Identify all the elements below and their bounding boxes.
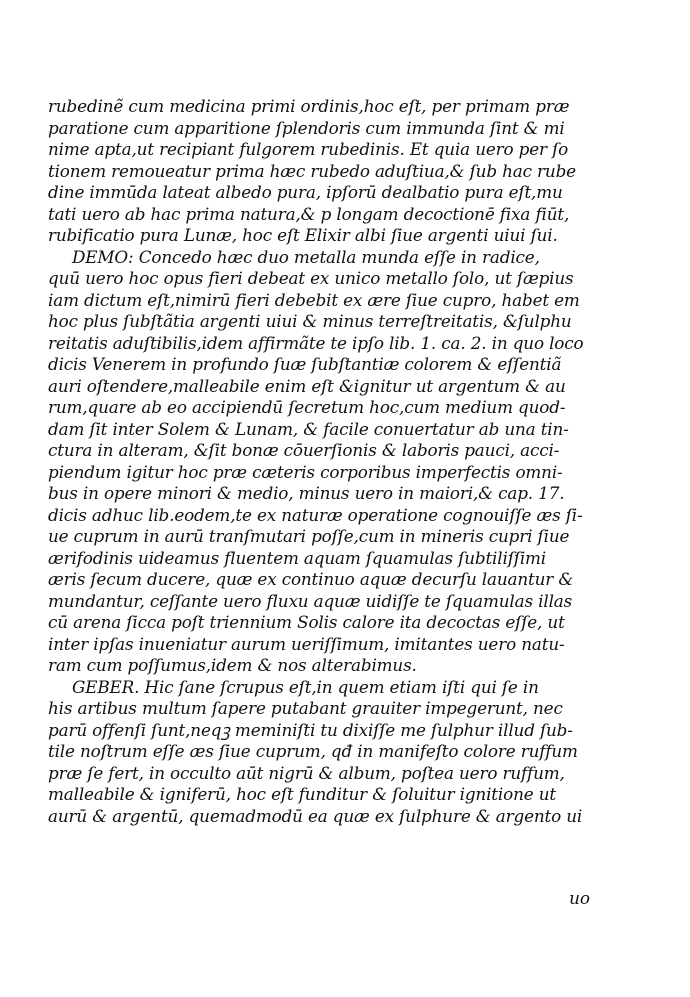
text-line: dicis Venerem in profundo ſuæ ſubſtantiæ colorem & eſſentiã — [48, 354, 562, 374]
text-line: nime apta,ut recipiant fulgorem rubedinis. Et quia uero per ſo — [48, 139, 569, 159]
text-line: parū offenſi ſunt,neqꝫ meminiſti tu dixiſſe me ſulphur illud ſub- — [48, 719, 573, 740]
body-text — [48, 96, 594, 827]
text-line: dam ſit inter Solem & Lunam, & facile conuertatur ab una tin- — [48, 418, 569, 439]
paragraph-demo-start: DEMO: Concedo hæc duo metalla munda eſſe in radice, — [72, 246, 540, 267]
text-line: cū arena ſicca poſt triennium Solis calore ita decoctas eſſe, ut — [48, 612, 565, 632]
text-line: his artibus multum ſapere putabant grauiter impegerunt, nec — [48, 698, 563, 718]
text-line: rubedinẽ cum medicina primi ordinis,hoc eſt, per primam præ — [48, 96, 570, 116]
text-line: rubificatio pura Lunæ, hoc eſt Elixir albi ſiue argenti uiui ſui. — [48, 225, 558, 245]
text-line: ue cuprum in aurū tranſmutari poſſe,cum in mineris cupri ſiue — [48, 526, 570, 546]
text-line: aurū & argentū, quemadmodū ea quæ ex ſulphure & argento ui — [48, 805, 583, 826]
text-line: inter ipſas inueniatur aurum ueriſſimum, imitantes uero natu- — [48, 633, 565, 654]
text-line: tati uero ab hac prima natura,& p longam decoctionē fixa fiūt, — [48, 203, 570, 224]
text-line: æris ſecum ducere, quæ ex continuo aquæ decurſu lauantur & — [48, 569, 574, 589]
paragraph-geber-start: GEBER. Hic ſane ſcrupus eſt,in quem etiam iſti qui ſe in — [72, 676, 539, 697]
text-line: præ ſe fert, in occulto aūt nigrū & album, poſtea uero ruffum, — [48, 762, 565, 783]
catchword: uo — [569, 888, 590, 908]
text-line: bus in opere minori & medio, minus uero in maiori,& cap. 17. — [48, 483, 565, 503]
text-line: tile noſtrum eſſe æs ſiue cuprum, qđ in manifeſto colore ruffum — [48, 741, 578, 761]
text-line: reitatis aduſtibilis,idem affirmãte te ipſo lib. 1. ca. 2. in quo loco — [48, 332, 584, 353]
text-line: quū uero hoc opus fieri debeat ex unico metallo ſolo, ut ſæpius — [48, 268, 574, 288]
text-line: tionem remoueatur prima hæc rubedo aduſtiua,& ſub hac rube — [48, 160, 576, 181]
text-line: dine immūda lateat albedo pura, ipſorū dealbatio pura eſt,mu — [48, 182, 563, 202]
text-line: ctura in alteram, &ſit bonæ cōuerſionis & laboris pauci, acci- — [48, 440, 560, 460]
text-line: paratione cum apparitione ſplendoris cum immunda ſint & mi — [48, 117, 565, 138]
text-line: piendum igitur hoc præ cæteris corporibus imperfectis omni- — [48, 461, 563, 482]
text-line: hoc plus ſubſtãtia argenti uiui & minus terreſtreitatis, &ſulphu — [48, 311, 572, 331]
text-line: iam dictum eſt,nimirū fieri debebit ex ære ſiue cupro, habet em — [48, 289, 580, 310]
text-line: rum,quare ab eo accipiendū ſecretum hoc,cum medium quod- — [48, 397, 566, 417]
text-line: dicis adhuc lib.eodem,te ex naturæ operatione cognouiſſe æs ſi- — [48, 504, 583, 525]
text-line: ærifodinis uideamus fluentem aquam ſquamulas ſubtiliſſimi — [48, 547, 547, 568]
text-line: ram cum poſſumus,idem & nos alterabimus. — [48, 655, 417, 675]
text-line: malleabile & igniferū, hoc eſt funditur & ſoluitur ignitione ut — [48, 784, 556, 804]
text-line: mundantur, ceſſante uero fluxu aquæ uidiſſe te ſquamulas illas — [48, 590, 573, 611]
text-line: auri oſtendere,malleabile enim eſt &ignitur ut argentum & au — [48, 375, 566, 396]
